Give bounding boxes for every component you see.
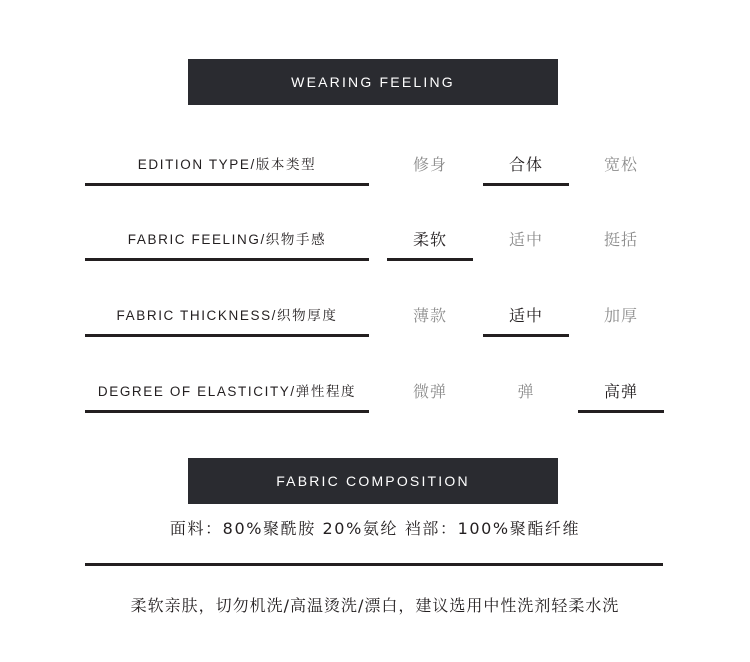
option-chip: 加厚 xyxy=(603,305,638,325)
attribute-label: DEGREE OF ELASTICITY/弹性程度 xyxy=(97,384,357,399)
selected-option-underline xyxy=(578,410,664,413)
option-chip: 弹 xyxy=(517,381,535,401)
attribute-label-underline xyxy=(85,334,369,337)
option-chip: 微弹 xyxy=(412,381,447,401)
wearing-feeling-title: WEARING FEELING xyxy=(291,74,455,90)
option-chip-selected: 柔软 xyxy=(412,229,447,249)
option-chip: 适中 xyxy=(508,229,543,249)
attribute-row-fabric-thickness xyxy=(0,294,750,334)
option-chip-selected: 合体 xyxy=(508,154,543,174)
option-chip: 挺括 xyxy=(603,229,638,249)
option-chip: 宽松 xyxy=(603,154,638,174)
composition-text: 面料：80%聚酰胺 20%氨纶 裆部：100%聚酯纤维 xyxy=(169,519,581,538)
selected-option-underline xyxy=(387,258,473,261)
care-instructions: 柔软亲肤，切勿机洗/高温烫洗/漂白，建议选用中性洗剂轻柔水洗 xyxy=(130,596,620,615)
attribute-label-underline xyxy=(85,410,369,413)
attribute-row-elasticity xyxy=(0,370,750,410)
wearing-feeling-banner xyxy=(188,59,558,105)
attribute-label: EDITION TYPE/版本类型 xyxy=(137,157,317,172)
section-divider xyxy=(85,563,663,566)
selected-option-underline xyxy=(483,334,569,337)
attribute-row-edition-type xyxy=(0,143,750,183)
option-chip-selected: 适中 xyxy=(508,305,543,325)
fabric-composition-title: FABRIC COMPOSITION xyxy=(276,473,470,489)
selected-option-underline xyxy=(483,183,569,186)
attribute-label: FABRIC FEELING/织物手感 xyxy=(127,232,327,247)
attribute-label-underline xyxy=(85,183,369,186)
option-chip-selected: 高弹 xyxy=(603,381,638,401)
attribute-label: FABRIC THICKNESS/织物厚度 xyxy=(116,308,338,323)
option-chip: 薄款 xyxy=(412,305,447,325)
option-chip: 修身 xyxy=(412,154,447,174)
fabric-composition-banner xyxy=(188,458,558,504)
attribute-row-fabric-feeling xyxy=(0,218,750,258)
attribute-label-underline xyxy=(85,258,369,261)
